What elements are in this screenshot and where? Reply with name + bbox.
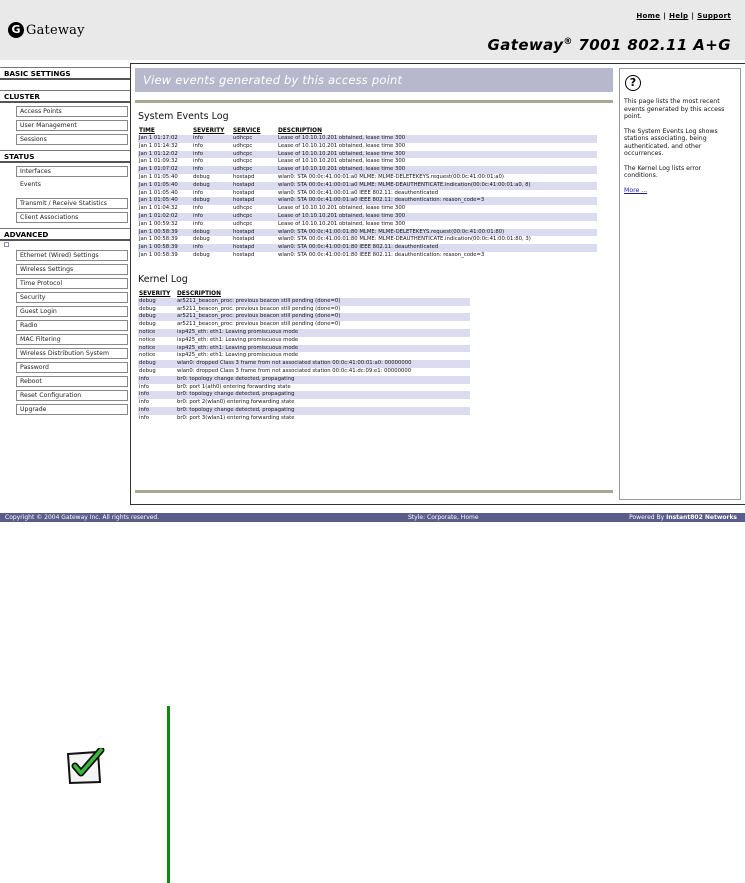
table-row [138,213,597,221]
table-row [138,345,470,353]
table-cell: wlan0: STA 00:0c:41:00:01:a0 IEEE 802.11: deauthentication: reason_code=3 [277,197,597,205]
table-cell: info [192,151,232,159]
sidebar-item-access-points[interactable]: Access Points [16,106,128,117]
table-cell: wlan0: dropped Class 3 frame from not associated station 00:0c:41:00:01:a0: 00000000 [176,360,470,368]
table-cell: Jan 1 01:05:40 [138,197,192,205]
table-cell: br0: topology change detected, propagating [176,407,470,415]
table-cell: hostapd [232,197,277,205]
table-cell: Jan 1 01:05:40 [138,182,192,190]
sidebar-item-user-management[interactable]: User Management [16,120,128,131]
table-row [138,399,470,407]
table-cell: Jan 1 00:58:39 [138,244,192,252]
sidebar-item-sessions[interactable]: Sessions [16,134,128,145]
table-cell: notice [138,329,176,337]
main-panel [135,68,617,500]
table-cell: debug [139,305,156,312]
page-footer [0,513,745,522]
table-cell: udhcpc [232,166,277,174]
table-row [138,135,597,143]
table-cell: debug [192,182,232,190]
table-cell: Jan 1 01:09:32 [139,158,178,165]
table-cell: info [139,399,149,406]
powered-prefix: Powered By [629,514,665,521]
table-cell: info [193,205,203,212]
table-cell: info [193,189,203,196]
table-row [138,236,597,244]
content-frame [130,63,745,505]
table-cell: debug [193,251,210,258]
table-cell: Lease of 10.10.10.201 obtained, lease time 300 [277,166,597,174]
table-row [138,229,597,237]
table-cell: udhcpc [233,205,253,212]
sidebar-item-interfaces[interactable]: Interfaces [16,166,128,177]
table-row [138,306,470,314]
note-bar [167,706,170,883]
table-cell: Jan 1 01:05:40 [139,189,178,196]
table-row [138,244,597,252]
product-brand: Gateway [487,36,564,54]
table-row [138,391,470,399]
table-row [138,407,470,415]
table-cell: wlan0: STA 00:0c:41:00:01:a0 MLME: MLME-DEAUTHENTICATE.indication(00:0c:41:00:01:a0, 8) [277,182,597,190]
table-row [138,337,470,345]
table-cell: wlan0: STA 00:0c:41:00:01:a0 IEEE 802.11: deauthenticated [278,189,439,196]
table-cell: ar5211_beacon_proc: previous beacon still pending (done=0) [176,298,470,306]
table-cell: ixp425_eth: eth1: Leaving promiscuous mode [176,345,470,353]
table-cell: udhcpc [233,220,253,227]
table-row [138,166,597,174]
table-cell: debug [193,236,210,243]
table-cell: wlan0: STA 00:0c:41:00:01:80 MLME: MLME-DELETEKEYS.request(00:0c:41:00:01:80) [277,229,597,237]
nav-advanced[interactable]: ADVANCED [0,228,130,241]
page-header [0,0,745,60]
table-cell: ixp425_eth: eth1: Leaving promiscuous mode [177,336,299,343]
nav-status[interactable]: STATUS [0,150,130,163]
sidebar-item-radio[interactable]: Radio [16,320,128,331]
table-cell: debug [192,229,232,237]
gateway-logo-text: Gateway [26,22,85,38]
help-text: The System Events Log shows stations associating, being authenticated, and other occurrences. [624,127,718,157]
table-cell: hostapd [232,182,277,190]
table-cell: Jan 1 01:05:40 [139,173,178,180]
table-row [138,197,597,205]
table-cell: info [138,407,176,415]
style-text: Style: Corporate, Home [408,514,479,521]
table-cell: notice [139,352,156,359]
table-row [138,321,470,329]
table-cell: ixp425_eth: eth1: Leaving promiscuous mode [177,352,299,359]
table-cell: info [192,213,232,221]
table-cell: hostapd [232,244,277,252]
table-row [138,376,470,384]
column-header: SEVERITY [139,290,171,297]
table-cell: udhcpc [232,213,277,221]
table-row [138,158,597,166]
table-cell: Jan 1 01:02:02 [138,213,192,221]
system-events-title: System Events Log [138,111,229,122]
more-link[interactable]: More ... [624,186,648,194]
sidebar-item-transmit-receive-statistics[interactable]: Transmit / Receive Statistics [16,198,128,209]
top-links [636,12,731,20]
table-cell: Lease of 10.10.10.201 obtained, lease time 300 [278,205,406,212]
help-panel [619,68,741,500]
sidebar-item-wireless-distribution-system[interactable]: Wireless Distribution System [16,348,128,359]
sidebar-item-reset-configuration[interactable]: Reset Configuration [16,390,128,401]
kernel-log-title: Kernel Log [138,273,188,285]
sidebar-item-ethernet-wired-settings[interactable]: Ethernet (Wired) Settings [16,250,128,261]
column-header: SEVERITY [193,128,225,134]
table-cell: hostapd [233,251,255,258]
table-row [138,313,470,321]
table-row [138,352,470,360]
table-cell: Jan 1 01:12:02 [138,151,192,159]
table-cell: ar5211_beacon_proc: previous beacon still pending (done=0) [177,321,341,328]
collapse-icon[interactable] [4,242,9,247]
help-text: This page lists the most recent events generated by this access point. [624,98,725,120]
support-link[interactable]: Support [697,12,731,20]
table-row [138,329,470,337]
copyright-text: Copyright © 2004 Gateway Inc. All rights reserved. [5,514,160,521]
table-cell: hostapd [233,189,255,196]
product-title [488,36,731,54]
table-cell: Lease of 10.10.10.201 obtained, lease time 300 [278,142,406,149]
table-row [138,368,470,376]
table-cell: debug [138,360,176,368]
table-cell: hostapd [233,173,255,180]
table-row [138,221,597,229]
table-cell: Lease of 10.10.10.201 obtained, lease time 300 [277,151,597,159]
table-cell: info [139,414,149,421]
table-cell: notice [138,345,176,353]
table-cell: Jan 1 00:58:39 [139,236,178,243]
table-cell: ixp425_eth: eth1: Leaving promiscuous mode [176,329,470,337]
sidebar-item-upgrade[interactable]: Upgrade [16,404,128,415]
table-cell: Jan 1 01:17:02 [138,135,192,143]
column-header: TIME [139,128,155,134]
column-header: DESCRIPTION [278,128,322,134]
table-cell: Jan 1 00:58:39 [139,251,178,258]
gateway-logo-icon: G [8,22,24,38]
sidebar-item-password[interactable]: Password [16,362,128,373]
table-cell: debug [192,197,232,205]
column-header: SERVICE [233,128,261,134]
table-cell: debug [138,298,176,306]
table-cell: br0: port 2(wlan0) entering forwarding state [177,399,295,406]
table-cell: notice [139,336,156,343]
table-cell: udhcpc [233,142,253,149]
table-row [138,415,470,423]
table-cell: wlan0: STA 00:0c:41:00:01:80 IEEE 802.11: deauthentication: reason_code=3 [278,251,485,258]
table-cell: Lease of 10.10.10.201 obtained, lease time 300 [277,135,597,143]
sidebar-item-mac-filtering[interactable]: MAC Filtering [16,334,128,345]
kernel-log-table [138,290,470,423]
column-header: DESCRIPTION [177,290,221,297]
table-cell: Jan 1 00:59:32 [139,220,178,227]
link-separator: | [691,12,695,20]
divider [135,490,613,493]
table-row [138,174,597,182]
table-cell: info [193,142,203,149]
sidebar-item-client-associations[interactable]: Client Associations [16,212,128,223]
table-cell: debug [138,313,176,321]
table-cell: br0: port 1(ath0) entering forwarding state [177,383,291,390]
table-cell: info [193,220,203,227]
table-cell: info [139,383,149,390]
table-cell: udhcpc [232,135,277,143]
system-events-table [138,127,597,260]
table-cell: Lease of 10.10.10.201 obtained, lease time 300 [278,220,406,227]
table-cell: Jan 1 00:58:39 [138,229,192,237]
table-cell: debug [139,367,156,374]
sidebar-item-time-protocol[interactable]: Time Protocol [16,278,128,289]
registered-mark: ® [563,37,573,47]
table-cell: info [138,376,176,384]
sidebar-item-guest-login[interactable]: Guest Login [16,306,128,317]
table-cell: wlan0: STA 00:0c:41:00:01:a0 MLME: MLME-DELETEKEYS.request(00:0c:41:00:01:a0) [278,173,504,180]
page-banner: View events generated by this access point [135,68,613,92]
table-cell: info [192,166,232,174]
table-cell: Jan 1 01:04:32 [139,205,178,212]
sidebar-nav [0,67,130,415]
table-cell: Lease of 10.10.10.201 obtained, lease time 300 [277,213,597,221]
table-cell: info [193,158,203,165]
table-row [138,182,597,190]
table-cell: wlan0: STA 00:0c:41:00:01:80 MLME: MLME-DEAUTHENTICATE.indication(00:0c:41:00:01:80, 3) [278,236,531,243]
table-row [138,143,597,151]
gateway-logo[interactable] [8,22,85,38]
sidebar-item-reboot[interactable]: Reboot [16,376,128,387]
product-model: 7001 802.11 A+G [578,36,731,54]
sidebar-item-events[interactable]: Events [16,180,128,191]
table-cell: ar5211_beacon_proc: previous beacon still pending (done=0) [176,313,470,321]
table-cell: Lease of 10.10.10.201 obtained, lease time 300 [278,158,406,165]
table-cell: hostapd [232,229,277,237]
sidebar-item-wireless-settings[interactable]: Wireless Settings [16,264,128,275]
table-cell: hostapd [233,236,255,243]
powered-by [629,513,737,522]
sidebar-item-security[interactable]: Security [16,292,128,303]
table-cell: info [138,391,176,399]
table-cell: info [192,244,232,252]
table-cell: udhcpc [232,151,277,159]
table-row [138,151,597,159]
table-cell: debug [139,321,156,328]
table-row [138,190,597,198]
table-cell: wlan0: STA 00:0c:41:00:01:80 IEEE 802.11: deauthenticated [277,244,597,252]
table-row [138,205,597,213]
divider [135,100,613,103]
nav-cluster[interactable]: CLUSTER [0,90,130,103]
table-cell: debug [193,173,210,180]
table-row [138,360,470,368]
table-cell: Jan 1 01:07:02 [138,166,192,174]
table-cell: wlan0: dropped Class 3 frame from not associated station 00:0c:41:dc:09:e1: 00000000 [177,367,412,374]
home-link[interactable]: Home [636,12,661,20]
powered-brand: Instant802 Networks [666,514,737,521]
table-cell: br0: port 3(wlan1) entering forwarding state [177,414,295,421]
link-separator: | [663,12,667,20]
table-cell: br0: topology change detected, propagating [176,376,470,384]
table-row [138,252,597,260]
table-row [138,384,470,392]
table-row [138,298,470,306]
help-text: The Kernel Log lists error conditions. [624,164,702,179]
table-cell: br0: topology change detected, propagating [176,391,470,399]
table-cell: Jan 1 01:14:32 [139,142,178,149]
table-cell: ar5211_beacon_proc: previous beacon still pending (done=0) [177,305,341,312]
nav-basic-settings[interactable]: BASIC SETTINGS [0,67,130,80]
help-link[interactable]: Help [669,12,689,20]
table-cell: udhcpc [233,158,253,165]
note-checkmark-icon [64,748,106,786]
help-icon: ? [625,75,641,91]
table-cell: info [192,135,232,143]
